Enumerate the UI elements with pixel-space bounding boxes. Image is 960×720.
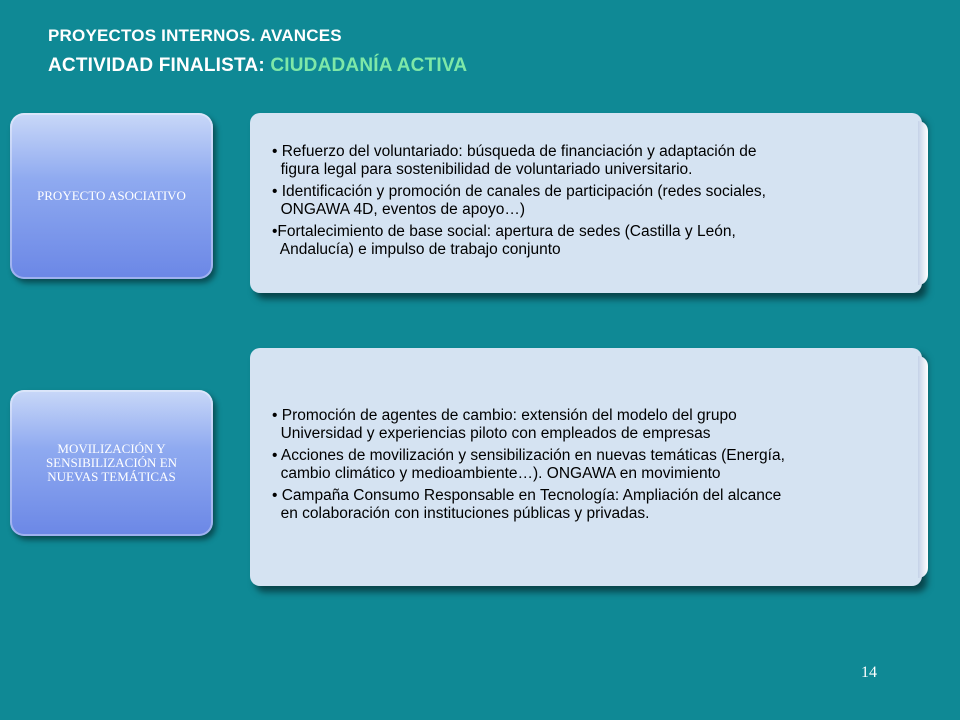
content-box-movilizacion: [250, 348, 922, 586]
label-text: PROYECTO ASOCIATIVO: [37, 188, 186, 203]
bullet-item: • Campaña Consumo Responsable en Tecnología: Ampliación del alcance en colaboración con instituciones públicas y privadas.: [272, 487, 782, 522]
bullet-item: • Identificación y promoción de canales de participación (redes sociales, ONGAWA 4D, eventos de apoyo…): [272, 183, 766, 218]
label-box-movilizacion: [10, 390, 213, 536]
bullet-item: • Promoción de agentes de cambio: extensión del modelo del grupo Universidad y experiencias piloto con empleados de empresas: [272, 407, 737, 442]
content-box-asociativo: [250, 113, 922, 293]
slide-header: [48, 26, 467, 77]
subtitle-prefix: ACTIVIDAD FINALISTA:: [48, 55, 271, 76]
bullet-item: • Acciones de movilización y sensibilización en nuevas temáticas (Energía, cambio climático y medioambiente…). ONGAWA en movimiento: [272, 447, 785, 482]
bullet-item: • Refuerzo del voluntariado: búsqueda de financiación y adaptación de figura legal para sostenibilidad de voluntariado universitario.: [272, 143, 757, 178]
label-text: MOVILIZACIÓN Y SENSIBILIZACIÓN EN NUEVAS TEMÁTICAS: [45, 441, 178, 484]
label-box-asociativo: [10, 113, 213, 279]
slide-subtitle: [48, 55, 467, 77]
slide-title: PROYECTOS INTERNOS. AVANCES: [48, 26, 342, 45]
page-number: 14: [861, 664, 877, 681]
bullet-item: •Fortalecimiento de base social: apertura de sedes (Castilla y León, Andalucía) e impulso de trabajo conjunto: [272, 223, 736, 258]
subtitle-accent: CIUDADANÍA ACTIVA: [270, 55, 468, 76]
